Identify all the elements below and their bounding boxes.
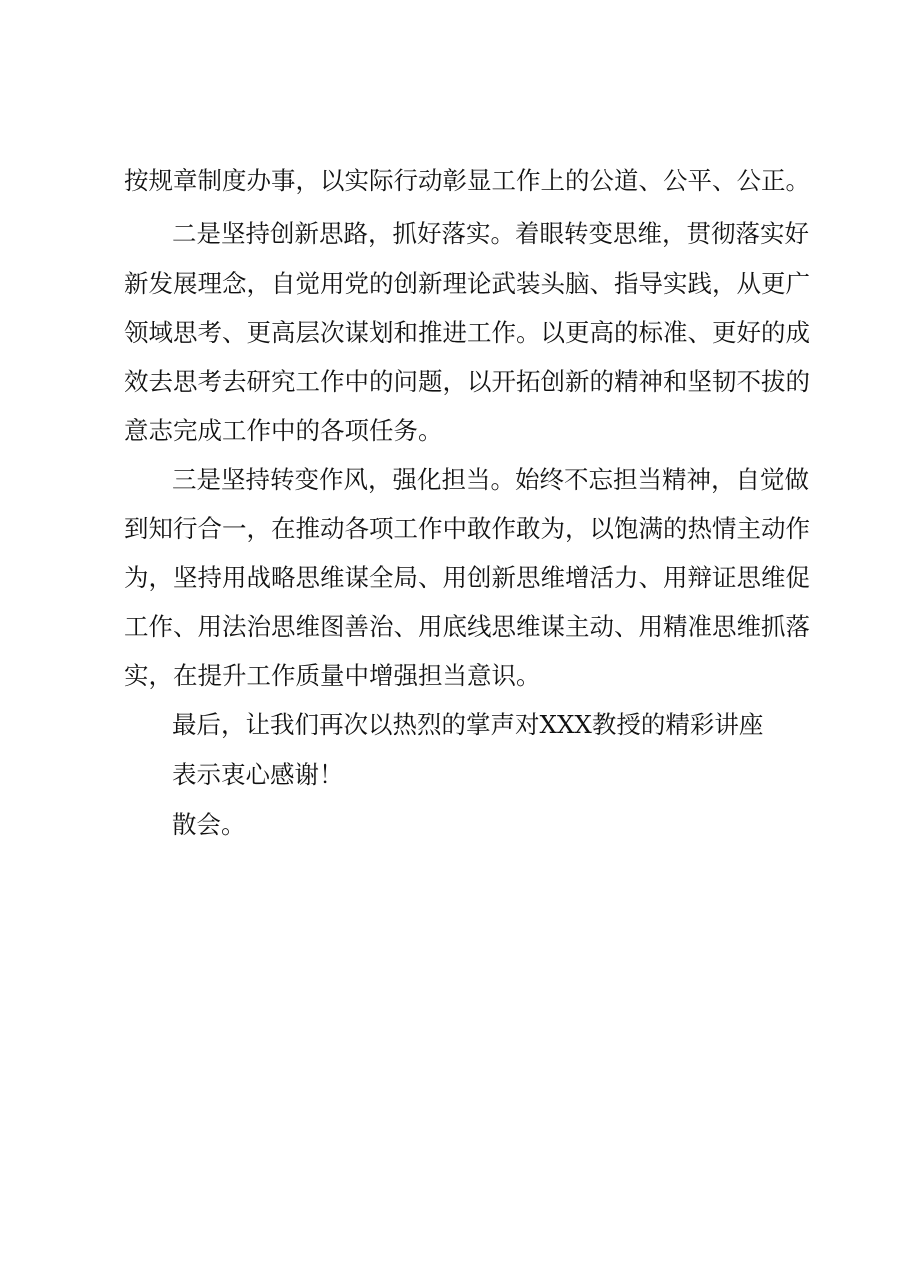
closing-line: 最后，让我们再次以热烈的掌声对XXX教授的精彩讲座 xyxy=(172,710,764,739)
paragraph-line: 效去思考去研究工作中的问题，以开拓创新的精神和坚韧不拔的 xyxy=(124,367,810,396)
paragraph-line: 二是坚持创新思路，抓好落实。着眼转变思维，贯彻落实好 xyxy=(172,219,809,248)
paragraph-line: 实，在提升工作质量中增强担当意识。 xyxy=(124,661,541,690)
paragraph-line: 领域思考、更高层次谋划和推进工作。以更高的标准、更好的成 xyxy=(124,318,810,347)
closing-line: 散会。 xyxy=(172,810,246,839)
paragraph-line: 到知行合一，在推动各项工作中敢作敢为，以饱满的热情主动作 xyxy=(124,514,810,543)
closing-line: 表示衷心感谢！ xyxy=(172,760,344,789)
paragraph-line: 按规章制度办事，以实际行动彰显工作上的公道、公平、公正。 xyxy=(124,166,810,195)
paragraph-line: 意志完成工作中的各项任务。 xyxy=(124,416,443,445)
paragraph-line: 为，坚持用战略思维谋全局、用创新思维增活力、用辩证思维促 xyxy=(124,563,810,592)
paragraph-line: 三是坚持转变作风，强化担当。始终不忘担当精神，自觉做 xyxy=(172,465,809,494)
paragraph-line: 工作、用法治思维图善治、用底线思维谋主动、用精准思维抓落 xyxy=(124,612,810,641)
paragraph-line: 新发展理念，自觉用党的创新理论武装头脑、指导实践，从更广 xyxy=(124,269,810,298)
